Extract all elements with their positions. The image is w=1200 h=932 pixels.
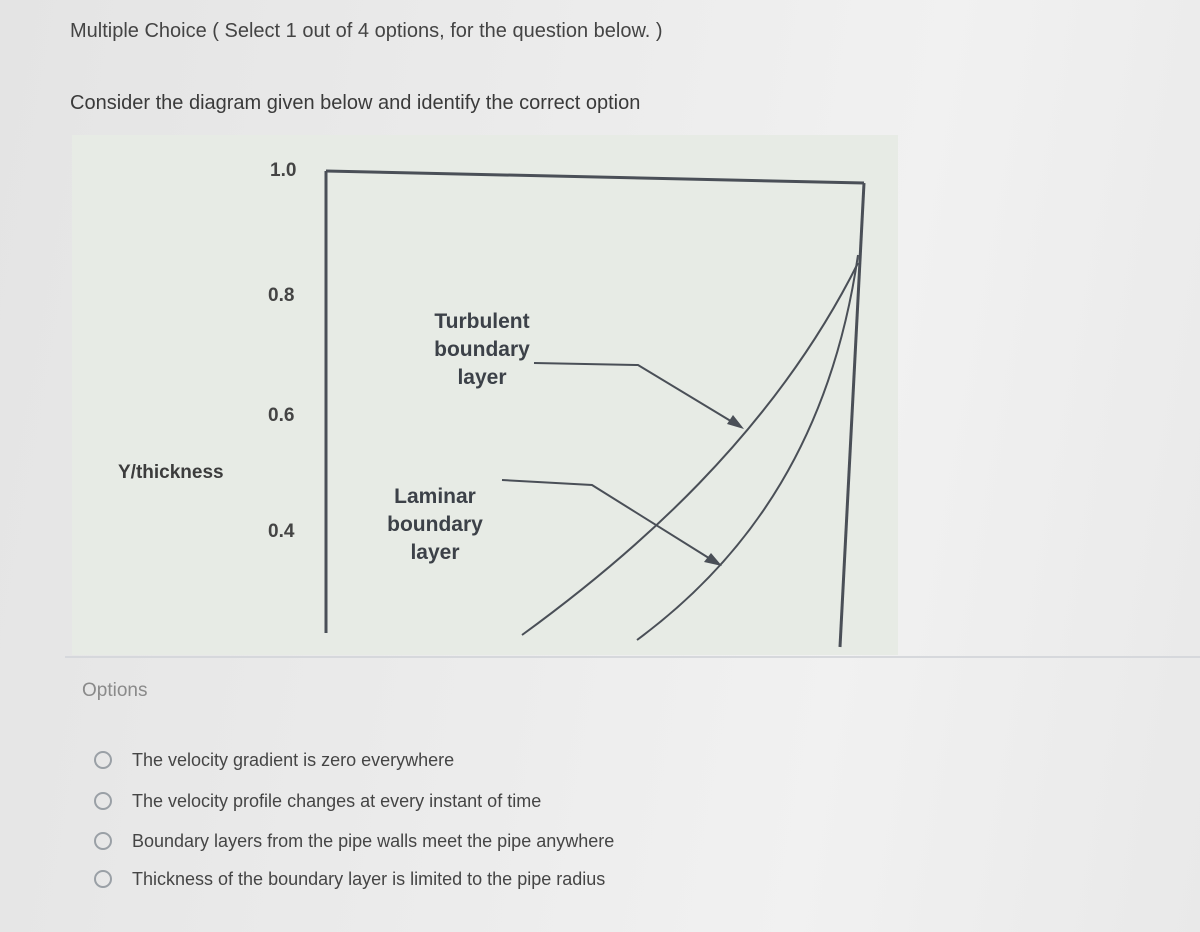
turbulent-pointer-line bbox=[534, 363, 734, 423]
callout-line: layer bbox=[457, 366, 507, 389]
option-row[interactable] bbox=[94, 864, 605, 894]
section-divider bbox=[65, 656, 1200, 658]
question-text: Consider the diagram given below and identify the correct option bbox=[70, 92, 641, 114]
turbulent-callout bbox=[417, 308, 547, 392]
boundary-layer-diagram bbox=[72, 135, 898, 655]
callout-line: boundary bbox=[387, 513, 483, 536]
tick-label: 0.4 bbox=[268, 521, 295, 542]
option-label: The velocity gradient is zero everywhere bbox=[132, 749, 455, 770]
options-label: Options bbox=[82, 680, 148, 701]
radio-button[interactable] bbox=[94, 792, 112, 810]
frame-top-line bbox=[326, 171, 864, 183]
tick-label: 1.0 bbox=[270, 160, 297, 181]
turbulent-arrowhead bbox=[727, 415, 744, 429]
instruction-heading: Multiple Choice ( Select 1 out of 4 options, for the question below. ) bbox=[70, 20, 663, 42]
frame-right-line bbox=[840, 183, 864, 647]
tick-label: 0.8 bbox=[268, 285, 295, 306]
radio-button[interactable] bbox=[94, 870, 112, 888]
radio-button[interactable] bbox=[94, 751, 112, 769]
option-row[interactable] bbox=[94, 826, 614, 856]
callout-line: boundary bbox=[434, 338, 530, 361]
option-label: Thickness of the boundary layer is limited to the pipe radius bbox=[132, 868, 606, 889]
option-row[interactable] bbox=[94, 745, 454, 775]
callout-line: Turbulent bbox=[434, 310, 530, 333]
laminar-pointer-line bbox=[502, 480, 712, 560]
callout-line: Laminar bbox=[394, 485, 476, 508]
diagram-drawing bbox=[72, 135, 898, 655]
radio-button[interactable] bbox=[94, 832, 112, 850]
option-row[interactable] bbox=[94, 786, 541, 816]
callout-line: layer bbox=[410, 541, 460, 564]
laminar-callout bbox=[370, 483, 500, 567]
laminar-layer-curve bbox=[637, 255, 858, 640]
tick-label: 0.6 bbox=[268, 405, 295, 426]
option-label: Boundary layers from the pipe walls meet the pipe anywhere bbox=[132, 830, 615, 851]
y-axis-label: Y/thickness bbox=[118, 462, 224, 483]
turbulent-layer-curve bbox=[522, 263, 858, 635]
option-label: The velocity profile changes at every instant of time bbox=[132, 790, 542, 811]
laminar-arrowhead bbox=[704, 553, 722, 566]
